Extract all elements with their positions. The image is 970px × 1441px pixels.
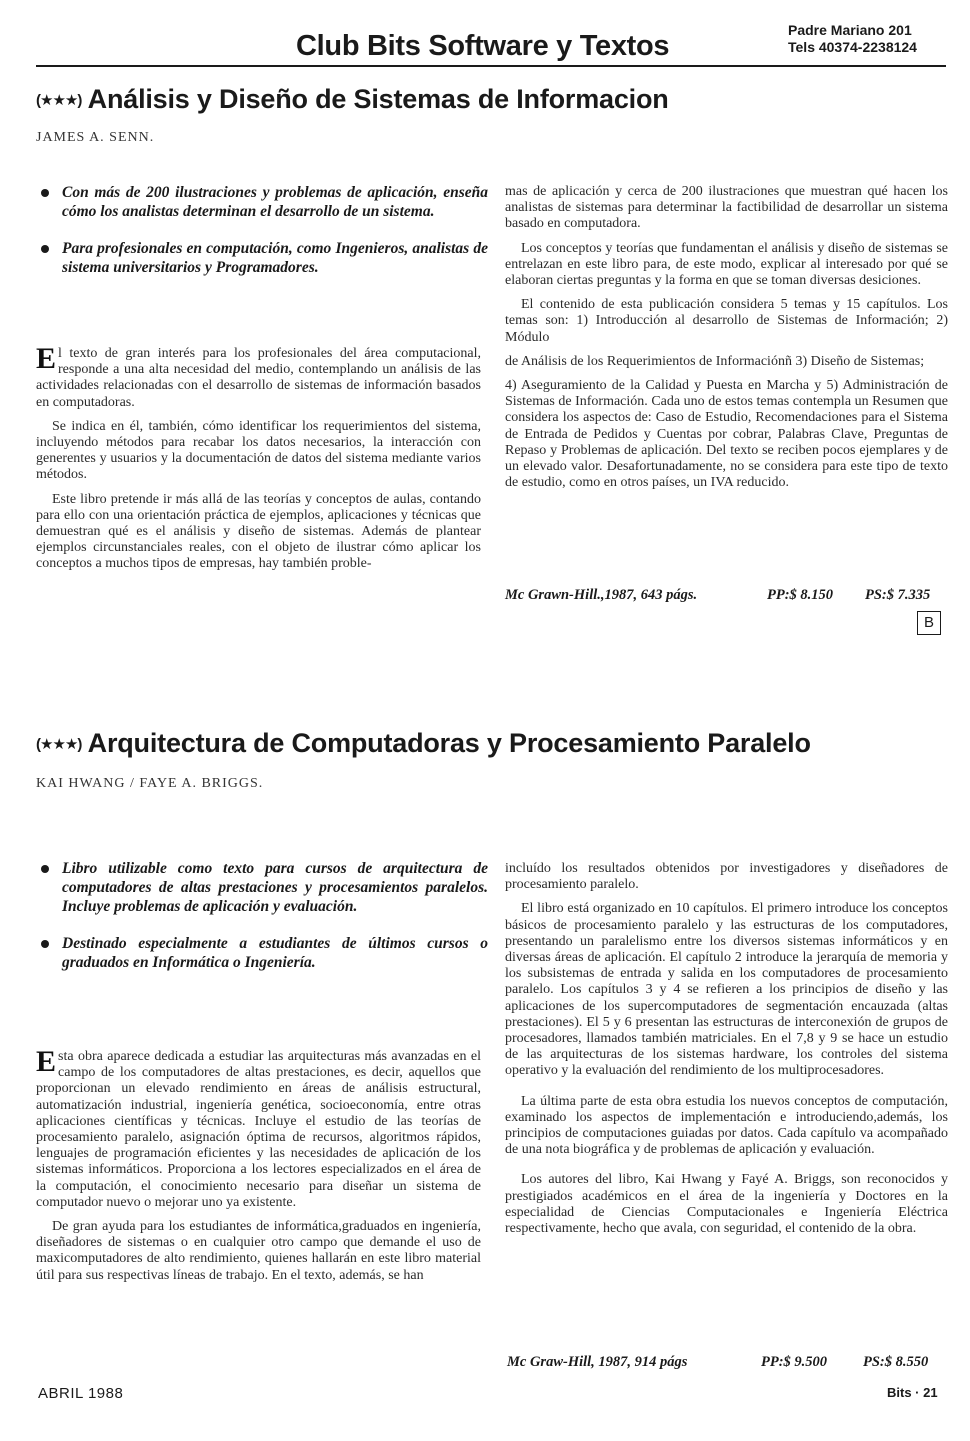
publisher-info: Mc Grawn-Hill.,1987, 643 págs. <box>505 587 698 603</box>
bullet-dot-icon <box>41 865 49 873</box>
body-paragraph: El texto de gran interés para los profesionales del área computacional, responde a una alta necesidad del medio, contemplando un análisis de las actividades relacionadas con el desarrollo de sistemas de información basados en computadoras. <box>36 342 481 410</box>
publisher-info: Mc Graw-Hill, 1987, 914 págs <box>507 1354 688 1370</box>
review-1-highlights <box>38 183 488 295</box>
page-header-title: Club Bits Software y Textos <box>296 30 670 62</box>
review-2-body-col-2 <box>505 861 948 1245</box>
review-1-body-col-2 <box>505 184 948 499</box>
body-paragraph: De gran ayuda para los estudiantes de informática,graduados en ingeniería, diseñadores de sistemas o en cualquier otro campo que demande el uso de maxicomputadores de alto rendimiento, quienes hallarán en este libro material útil para sus respectivas líneas de trabajo. En el texto, además, se han <box>36 1219 481 1283</box>
header-address: Padre Mariano 201 <box>788 22 912 38</box>
body-paragraph: Este libro pretende ir más allá de las teorías y conceptos de aulas, contando para ello con una orientación práctica de ejemplos, aplicaciones y técnicas que demuestran qué es el análisis y diseño de sistemas. Además de plantear ejemplos circunstanciales reales, con el objeto de ilustrar cómo aplicar los conceptos a muchos tipos de empresas, hay también proble- <box>36 491 481 572</box>
rating-stars: (★★★) <box>36 736 82 753</box>
highlight-bullet: Destinado especialmente a estudiantes de últimos cursos o graduados en Informática o Ingeniería. <box>38 934 488 972</box>
rating-stars: (★★★) <box>36 92 82 109</box>
body-paragraph: de Análisis de los Requerimientos de Informaciónñ 3) Diseño de Sistemas; <box>505 353 925 369</box>
book-title-text: Análisis y Diseño de Sistemas de Informacion <box>87 84 669 114</box>
footer-date: ABRIL 1988 <box>38 1385 124 1402</box>
drop-cap: E <box>36 1045 57 1078</box>
review-1-author: JAMES A. SENN. <box>36 130 155 145</box>
bullet-dot-icon <box>41 940 49 948</box>
header-phones: Tels 40374-2238124 <box>788 39 917 55</box>
highlight-bullet: Con más de 200 ilustraciones y problemas de aplicación, enseña cómo los analistas determinan el desarrollo de un sistema. <box>38 183 488 221</box>
price-ps: PS:$ 8.550 <box>863 1354 929 1370</box>
price-pp: PP:$ 8.150 <box>767 587 834 603</box>
bullet-dot-icon <box>41 189 49 197</box>
body-paragraph: Esta obra aparece dedicada a estudiar las arquitecturas más avanzadas en el campo de los computadores de altas prestaciones, es decir, aquellos que proporcionan un elevado rendimiento en áreas de análisis estructural, automatización industrial, ingeniería genética, socioeconomía, entre otras aplicaciones científicas y técnicas. Incluye el estudio de las teorías de procesamiento paralelo, asignación óptima de recursos, algoritmos rápidos, lenguajes de programación eficientes y las necesidades de aplicación de los sistemas informáticos. Proporciona a los lectores especializados en el área de la computación, el conocimiento necesario para diseñar un sistema de computador nuevo o mejorar uno ya existente. <box>36 1045 481 1210</box>
drop-cap: E <box>36 342 57 375</box>
review-2-body-col-1 <box>36 1045 481 1292</box>
body-paragraph: 4) Aseguramiento de la Calidad y Puesta en Marcha y 5) Administración de Sistemas de Información. Cada uno de estos temas contempla un Resumen que considera los aspectos de: Caso de Estudio, Recomendaciones para el Sistema de Entrada de Pedidos y Cuentas por cobrar, Palabras Clave, Preguntas de Repaso y Problemas de aplicación. Del texto se reciben pocos ejemplares y de un elevado valor. Desafortunadamente, no se considera para este tipo de texto de estudio, como en otros países, un IVA reducido. <box>505 378 948 491</box>
book-title-text: Arquitectura de Computadoras y Procesamiento Paralelo <box>87 728 811 758</box>
header-contact <box>788 22 917 56</box>
review-1-title <box>36 84 669 115</box>
body-paragraph: mas de aplicación y cerca de 200 ilustraciones que muestran qué hacen los analistas de sistemas para determinar la factibilidad de desarrollar un sistema basado en computadora. <box>505 184 948 232</box>
body-paragraph: El contenido de esta publicación considera 5 temas y 15 capítulos. Los temas son: 1) Introducción al desarrollo de Sistemas de Información; 2) Módulo <box>505 297 948 345</box>
highlight-bullet: Para profesionales en computación, como Ingenieros, analistas de sistema universitarios y Programadores. <box>38 239 488 277</box>
end-mark-icon: B <box>917 611 941 635</box>
review-1-body-col-1 <box>36 342 481 581</box>
footer-page-number: Bits · 21 <box>887 1385 938 1400</box>
body-paragraph: Los autores del libro, Kai Hwang y Fayé A. Briggs, son reconocidos y prestigiados académicos en el área de la ingeniería y Doctores en la especialidad de Ciencias Computacionales e Ingeniería Eléctrica respectivamente, hecho que avala, con seguridad, el contenido de la obra. <box>505 1172 948 1237</box>
body-paragraph: Los conceptos y teorías que fundamentan el análisis y diseño de sistemas se entrelazan en este libro para, de este modo, explicar al interesado por qué se elaboran ciertas preguntas y la forma en que se toman diversas desiciones. <box>505 240 948 289</box>
body-paragraph: La última parte de esta obra estudia los nuevos conceptos de computación, examinado los aspectos de implementación e introduciendo,además, los principios de computaciones guiadas por datos. Cada capítulo va acompañado de una nota biográfica y de problemas de aplicación y evaluación. <box>505 1093 948 1158</box>
body-paragraph: El libro está organizado en 10 capítulos. El primero introduce los conceptos básicos de procesamiento paralelo y las estructuras de los computadores, presentando un paralelismo entre los diversos sistemas informáticos y en diversas áreas de aplicación. El capítulo 2 introduce la jerarquía de memoria y los subsistemas de entrada y salida en los computadores de procesamiento paralelo. Los capítulos 3 y 4 se refieren a los principios de diseño y las aplicaciones de los supercomputadores de segmentación encauzada (altas prestaciones). El 5 y 6 presentan las estructuras de interconexión de grupos de procesadores, llamados también matriciales. En el 7,8 y 9 se hace un estudio de las arquitecturas de los sistemas hardware, los controles del sistema operativo y la evaluación del rendimiento de los multiprocesadores. <box>505 901 948 1079</box>
review-1-pricing <box>505 587 950 607</box>
bullet-dot-icon <box>41 245 49 253</box>
price-pp: PP:$ 9.500 <box>761 1354 828 1370</box>
review-2-highlights <box>38 859 488 990</box>
review-2-title <box>36 728 811 759</box>
review-2-pricing <box>507 1354 952 1374</box>
body-paragraph: incluído los resultados obtenidos por investigadores y diseñadores de procesamiento paralelo. <box>505 861 948 893</box>
review-2-author: KAI HWANG / FAYE A. BRIGGS. <box>36 776 264 791</box>
header-rule <box>36 65 946 67</box>
highlight-bullet: Libro utilizable como texto para cursos de arquitectura de computadores de altas prestaciones y procesamientos paralelos. Incluye problemas de aplicación y evaluación. <box>38 859 488 916</box>
price-ps: PS:$ 7.335 <box>865 587 931 603</box>
body-paragraph: Se indica en él, también, cómo identificar los requerimientos del sistema, incluyendo métodos para recabar los datos necesarios, la interacción con generentes y usuarios y la documentación de datos del sistema mediante varios métodos. <box>36 418 481 483</box>
